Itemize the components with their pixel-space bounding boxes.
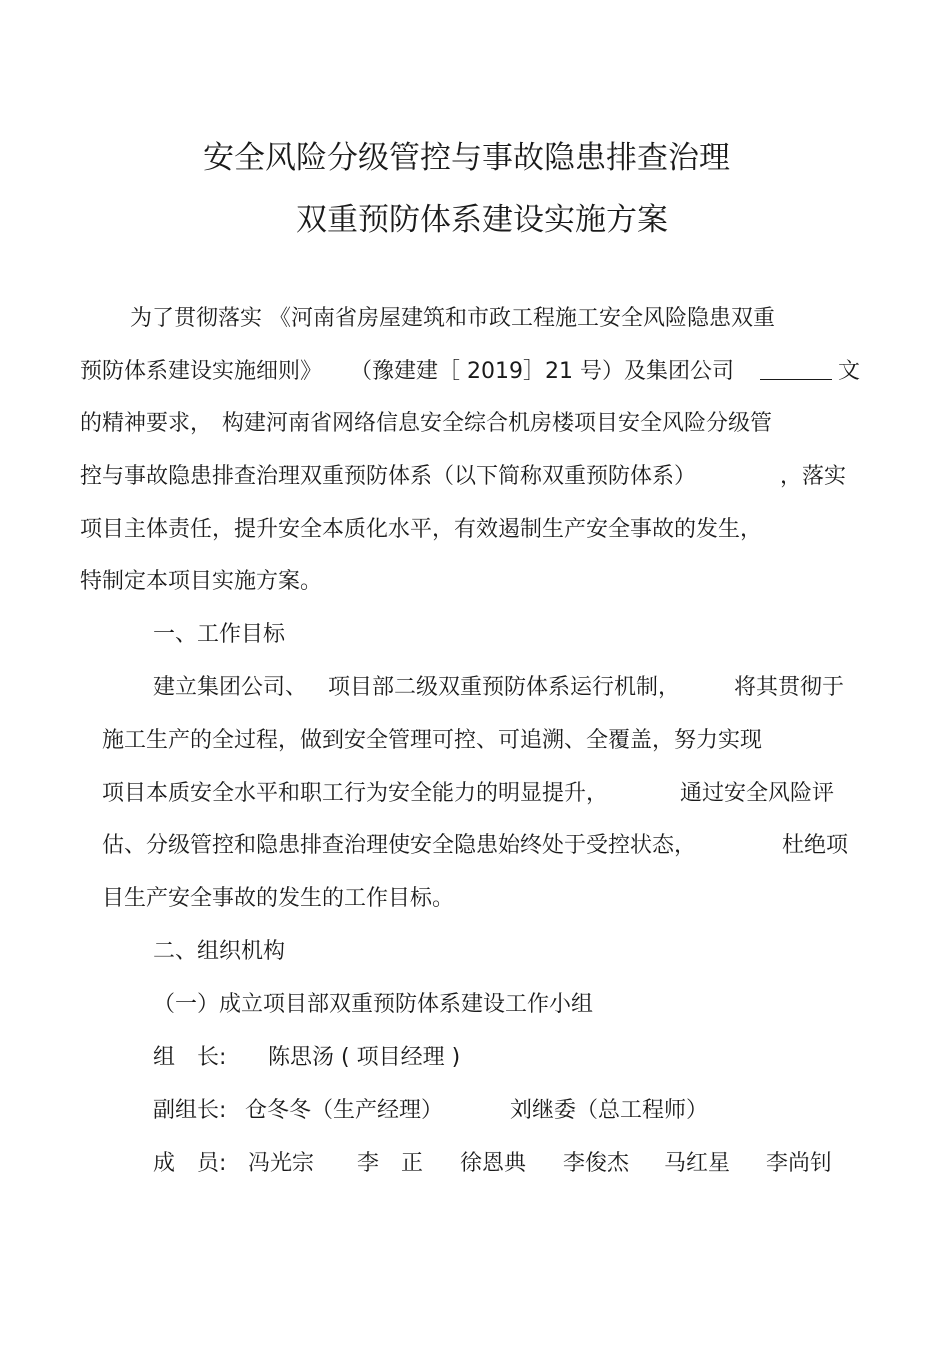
blank-line <box>760 357 836 387</box>
text-line: 项目主体责任，提升安全本质化水平，有效遏制生产安全事故的发生， <box>80 517 763 542</box>
text-line: 建立集团公司、 <box>153 675 308 700</box>
text-line: 目生产安全事故的发生的工作目标。 <box>102 886 455 911</box>
doc-title-line1: 安全风险分级管控与事故隐患排查治理 <box>203 140 730 176</box>
text-line: 项目本质安全水平和职工行为安全能力的明显提升， <box>102 781 609 806</box>
text-line: 构建河南省网络信息安全综合机房楼项目安全风险分级管 <box>222 411 773 436</box>
text-line: 将其贯彻于 <box>734 675 845 700</box>
leader-label: 组 长: <box>153 1045 227 1070</box>
member-name: 李 正 <box>357 1151 424 1176</box>
section-heading-1: 一、工作目标 <box>153 622 286 647</box>
subsection-heading: （一）成立项目部双重预防体系建设工作小组 <box>153 992 594 1017</box>
section-heading-2: 二、组织机构 <box>153 939 286 964</box>
text-line: 的精神要求， <box>80 411 213 436</box>
member-name: 冯光宗 <box>248 1151 315 1176</box>
member-name: 马红星 <box>664 1151 731 1176</box>
deputy-value-2: 刘继委（总工程师） <box>510 1098 709 1123</box>
member-name: 徐恩典 <box>460 1151 527 1176</box>
text-line: 预防体系建设实施细则》 <box>80 359 323 384</box>
members-label: 成 员: <box>153 1151 227 1176</box>
text-line: 为了贯彻落实 《河南省房屋建筑和市政工程施工安全风险隐患双重 <box>130 306 775 331</box>
text-line: 项目部二级双重预防体系运行机制， <box>328 675 681 700</box>
fill-in-blank <box>760 357 832 380</box>
text-line: ，落实 <box>780 464 847 489</box>
member-name: 李尚钊 <box>766 1151 833 1176</box>
doc-title-line2: 双重预防体系建设实施方案 <box>296 202 668 238</box>
text-line: （豫建建［ 2019］21 号）及集团公司 <box>350 359 734 384</box>
text-line: 估、分级管控和隐患排查治理使安全隐患始终处于受控状态， <box>102 833 697 858</box>
text-line: 施工生产的全过程，做到安全管理可控、可追溯、全覆盖，努力实现 <box>102 728 763 753</box>
deputy-label: 副组长: <box>153 1098 227 1123</box>
text-line: 文 <box>838 359 861 384</box>
text-line: 控与事故隐患排查治理双重预防体系（以下简称双重预防体系） <box>80 464 697 489</box>
text-line: 通过安全风险评 <box>680 781 835 806</box>
member-name: 李俊杰 <box>563 1151 630 1176</box>
deputy-value-1: 仓冬冬（生产经理） <box>245 1098 444 1123</box>
text-line: 杜绝项 <box>782 833 849 858</box>
leader-value: 陈思汤 ( 项目经理 ) <box>268 1045 461 1070</box>
text-line: 特制定本项目实施方案。 <box>80 569 323 594</box>
